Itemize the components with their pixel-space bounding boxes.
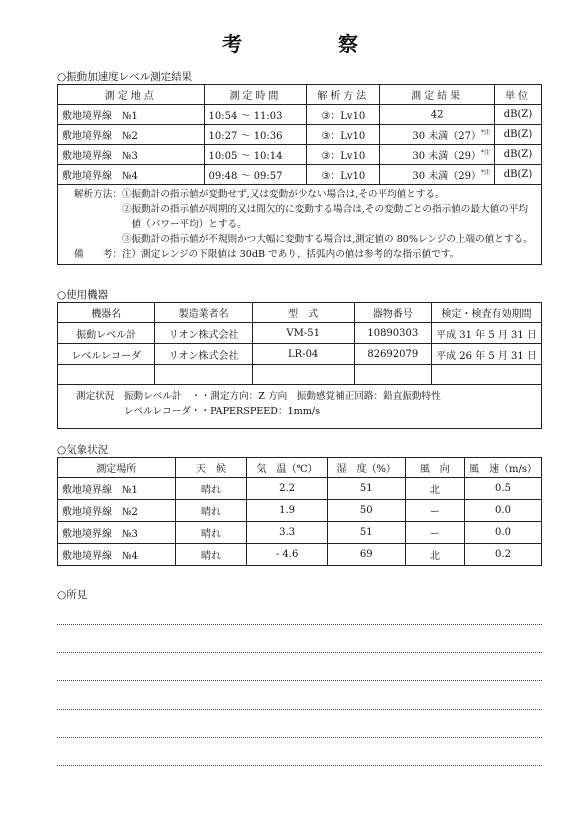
remarks-line [57, 765, 542, 766]
header-cell: 天 候 [175, 458, 247, 478]
equipment-header-row [58, 303, 542, 323]
serial-cell: 82692079 [354, 344, 432, 365]
method-cell: ③：Lv10 [307, 145, 380, 165]
weather-cell: 晴れ [175, 522, 247, 544]
empty-cell [354, 365, 432, 385]
header-cell: 機器名 [58, 303, 155, 323]
humidity-cell: 69 [327, 544, 405, 566]
temp-cell: 3.3 [247, 522, 328, 544]
point-cell: 敷地境界線 №1 [58, 105, 205, 125]
result-note: *注 [481, 169, 491, 177]
vibration-table [57, 84, 542, 185]
humidity-cell: 51 [327, 522, 405, 544]
weather-cell: 晴れ [175, 500, 247, 522]
vibration-header-row [58, 85, 542, 105]
status-line: 測定状況 振動レベル計 ・・測定方向：Z 方向 振動感覚補正回路：鉛直振動特性 [76, 391, 441, 402]
maker-cell: リオン株式会社 [155, 323, 252, 344]
table-row [58, 500, 542, 522]
serial-cell: 10890303 [354, 323, 432, 344]
method-cell: ③：Lv10 [307, 165, 380, 185]
table-row [58, 323, 542, 344]
table-row [58, 522, 542, 544]
unit-cell: dB(Z) [495, 105, 542, 125]
header-cell: 気 温（℃） [247, 458, 328, 478]
wind-dir-cell: 北 [405, 544, 464, 566]
table-row [58, 125, 542, 145]
wind-speed-cell: 0.5 [464, 478, 541, 500]
empty-cell [155, 365, 252, 385]
time-cell: 10:54 ～ 11:03 [204, 105, 307, 125]
header-cell: 製造業者名 [155, 303, 252, 323]
model-cell: VM-51 [252, 323, 354, 344]
result-note: *注 [481, 149, 491, 157]
time-cell: 10:05 ～ 10:14 [204, 145, 307, 165]
vibration-heading: ○振動加速度レベル測定結果 [57, 71, 193, 83]
result-value: 42 [430, 109, 444, 121]
table-row [58, 105, 542, 125]
wind-dir-cell: ー [405, 522, 464, 544]
equipment-heading: ○使用機器 [57, 289, 109, 301]
weather-cell: 晴れ [175, 478, 247, 500]
remarks-line [57, 709, 542, 710]
unit-cell: dB(Z) [495, 145, 542, 165]
header-cell: 風 速（m/s） [464, 458, 541, 478]
header-cell: 解析方法 [307, 85, 380, 105]
table-row [58, 165, 542, 185]
note-line: ③振動計の指示値が不規則かつ大幅に変動する場合は,測定値の 80%レンジの上端の値とする。 [74, 234, 533, 245]
result-cell [380, 145, 495, 165]
point-cell: 敷地境界線 №2 [58, 125, 205, 145]
place-cell: 敷地境界線 №2 [58, 500, 176, 522]
point-cell: 敷地境界線 №4 [58, 165, 205, 185]
equipment-name-cell: 振動レベル計 [58, 323, 155, 344]
wind-speed-cell: 0.2 [464, 544, 541, 566]
header-cell: 風 向 [405, 458, 464, 478]
header-cell: 型 式 [252, 303, 354, 323]
result-cell [380, 105, 495, 125]
temp-cell: - 4.6 [247, 544, 328, 566]
valid-cell: 平成 31 年 5 月 31 日 [432, 323, 542, 344]
header-cell: 湿 度（%） [327, 458, 405, 478]
result-cell [380, 165, 495, 185]
header-cell: 測定時間 [204, 85, 307, 105]
temp-cell: 1.9 [247, 500, 328, 522]
weather-heading: ○気象状況 [57, 444, 109, 456]
unit-cell: dB(Z) [495, 125, 542, 145]
valid-cell: 平成 26 年 5 月 31 日 [432, 344, 542, 365]
page-title: 考 察 [222, 32, 396, 56]
result-value: 30 未満（27） [412, 131, 482, 142]
header-cell: 器物番号 [354, 303, 432, 323]
remarks-line [57, 680, 542, 681]
weather-cell: 晴れ [175, 544, 247, 566]
maker-cell: リオン株式会社 [155, 344, 252, 365]
humidity-cell: 50 [327, 500, 405, 522]
remarks-heading: ○所見 [57, 589, 88, 601]
wind-dir-cell: ー [405, 500, 464, 522]
weather-table [57, 457, 542, 566]
table-row [58, 544, 542, 566]
empty-cell [252, 365, 354, 385]
point-cell: 敷地境界線 №3 [58, 145, 205, 165]
time-cell: 10:27 ～ 10:36 [204, 125, 307, 145]
weather-header-row [58, 458, 542, 478]
table-row-empty [58, 365, 542, 385]
place-cell: 敷地境界線 №4 [58, 544, 176, 566]
result-note: *注 [481, 129, 491, 137]
header-cell: 検定・検査有効期間 [432, 303, 542, 323]
method-cell: ③：Lv10 [307, 105, 380, 125]
header-cell: 測定場所 [58, 458, 176, 478]
remarks-line [57, 624, 542, 625]
note-line: 値（パワー平均）とする。 [74, 219, 247, 230]
note-line: 解析方法：①振動計の指示値が変動せず,又は変動が少ない場合は,その平均値とする。 [74, 189, 445, 200]
note-line: ②振動計の指示値が周期的又は間欠的に変動する場合は,その変動ごとの指示値の最大値の平均 [74, 204, 528, 215]
place-cell: 敷地境界線 №1 [58, 478, 176, 500]
empty-cell [432, 365, 542, 385]
header-cell: 単位 [495, 85, 542, 105]
wind-dir-cell: 北 [405, 478, 464, 500]
wind-speed-cell: 0.0 [464, 500, 541, 522]
time-cell: 09:48 ～ 09:57 [204, 165, 307, 185]
equipment-table [57, 302, 542, 385]
empty-cell [58, 365, 155, 385]
measurement-status [57, 383, 542, 429]
table-row [58, 145, 542, 165]
remarks-line [57, 737, 542, 738]
equipment-name-cell: レベルレコーダ [58, 344, 155, 365]
unit-cell: dB(Z) [495, 165, 542, 185]
result-cell [380, 125, 495, 145]
header-cell: 測定結果 [380, 85, 495, 105]
analysis-notes [57, 185, 542, 265]
note-line: 備 考：注）測定レンジの下限値は 30dB であり、括弧内の値は参考的な指示値です。 [74, 249, 460, 260]
wind-speed-cell: 0.0 [464, 522, 541, 544]
model-cell: LR-04 [252, 344, 354, 365]
humidity-cell: 51 [327, 478, 405, 500]
result-value: 30 未満（29） [412, 151, 482, 162]
temp-cell: 2.2 [247, 478, 328, 500]
remarks-line [57, 652, 542, 653]
place-cell: 敷地境界線 №3 [58, 522, 176, 544]
table-row [58, 344, 542, 365]
header-cell: 測定地点 [58, 85, 205, 105]
result-value: 30 未満（29） [412, 171, 482, 182]
status-line: レベルレコーダ・・PAPERSPEED：1mm/s [76, 406, 321, 417]
method-cell: ③：Lv10 [307, 125, 380, 145]
table-row [58, 478, 542, 500]
